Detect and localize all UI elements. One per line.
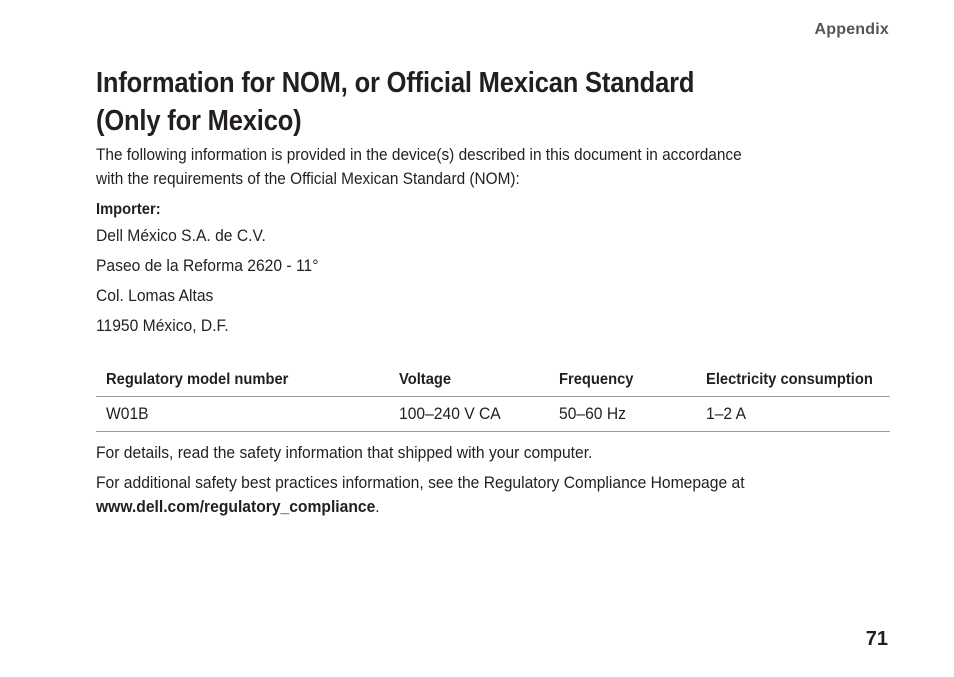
table-cell: W01B bbox=[96, 397, 389, 432]
section-header: Appendix bbox=[814, 21, 889, 38]
table-cell: 1–2 A bbox=[696, 397, 890, 432]
address-line: Col. Lomas Altas bbox=[96, 286, 214, 305]
address-line: Dell México S.A. de C.V. bbox=[96, 226, 266, 245]
intro-paragraph bbox=[96, 143, 856, 191]
main-content bbox=[96, 143, 890, 341]
page-title-line-2: (Only for Mexico) bbox=[96, 105, 302, 137]
regulatory-url-line bbox=[96, 495, 380, 519]
table-cell: 100–240 V CA bbox=[389, 397, 549, 432]
url-suffix: . bbox=[375, 497, 380, 516]
column-header: Regulatory model number bbox=[96, 364, 389, 397]
address-line: 11950 México, D.F. bbox=[96, 316, 229, 335]
page-title-line-1: Information for NOM, or Official Mexican Standard bbox=[96, 67, 695, 99]
column-header: Voltage bbox=[389, 364, 549, 397]
intro-line-2: with the requirements of the Official Mexican Standard (NOM): bbox=[96, 169, 520, 188]
column-header: Electricity consumption bbox=[696, 364, 890, 397]
address-line: Paseo de la Reforma 2620 - 11° bbox=[96, 256, 319, 275]
safety-paragraph: For details, read the safety information that shipped with your computer. bbox=[96, 443, 593, 462]
page-title bbox=[96, 64, 782, 140]
table-row bbox=[96, 397, 890, 432]
importer-label: Importer: bbox=[96, 201, 161, 218]
column-header: Frequency bbox=[549, 364, 696, 397]
intro-line-1: The following information is provided in the device(s) described in this document in accordance bbox=[96, 145, 742, 164]
table-cell: 50–60 Hz bbox=[549, 397, 696, 432]
page-number: 71 bbox=[865, 628, 888, 650]
details-section bbox=[96, 441, 916, 525]
additional-info-paragraph: For additional safety best practices information, see the Regulatory Compliance Homepage at www.dell.com/regulatory_compliance. bbox=[96, 471, 916, 519]
regulatory-table bbox=[96, 364, 890, 432]
table-header-row bbox=[96, 364, 890, 397]
regulatory-url-link[interactable]: www.dell.com/regulatory_compliance bbox=[96, 497, 376, 516]
